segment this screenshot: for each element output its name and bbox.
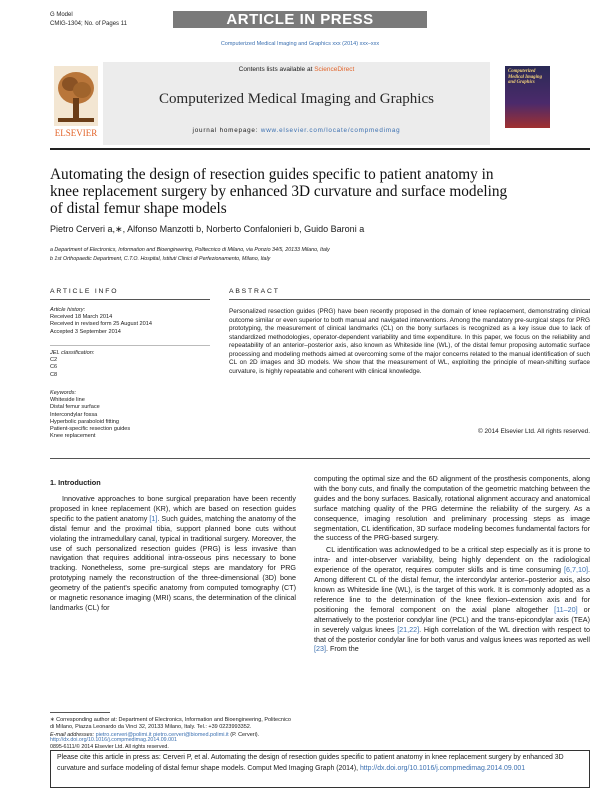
keyword: Patient-specific resection guides: [50, 426, 131, 433]
affiliation-a: a Department of Electronics, Information and Bioengineering, Politecnico di Milano, via Ponzio 34/5, 20133 Milano, Italy: [50, 247, 330, 253]
article-history: [50, 307, 152, 336]
info-rule: [50, 299, 210, 300]
journal-cover-thumbnail: Computerized Medical Imaging and Graphics: [505, 66, 550, 128]
citation-link[interactable]: [11–20]: [554, 604, 578, 614]
paragraph: [314, 545, 590, 654]
elsevier-wordmark: ELSEVIER: [54, 128, 98, 138]
author-list: Pietro Cerveri a,∗, Alfonso Manzotti b, Norberto Confalonieri b, Guido Baroni a: [50, 224, 365, 234]
article-title: Automating the design of resection guides specific to patient anatomy in knee replacement surgery by enhanced 3D curvature and surface modeling of distal femur shape models: [50, 166, 508, 217]
elsevier-tree-logo: [50, 64, 102, 144]
text-run: or alternatively to the posterior condylar line (PCL) and the trans-epicondylar axis (TEA) in severely valgus knees: [314, 604, 591, 634]
jel-code: C8: [50, 371, 58, 378]
keywords: [50, 390, 130, 440]
keywords-label: Keywords:: [50, 390, 77, 396]
model-label: G Model: [50, 12, 73, 18]
page-count: No. of Pages 11: [84, 21, 127, 27]
abstract-copyright: © 2014 Elsevier Ltd. All rights reserved.: [478, 428, 590, 435]
cite-this-article-box: [50, 750, 590, 788]
journal-name: Computerized Medical Imaging and Graphics: [159, 91, 434, 107]
article-in-press-banner: ARTICLE IN PRESS: [173, 11, 427, 28]
corresponding-author-note: ∗ Corresponding author at: Department of Electronics, Information and Bioengineering, Politecnico di Milano, Piazza Leonardo da Vinci 32, 20133 Milano, Italy. Tel.: +39 0223993352.: [50, 717, 291, 731]
text-run: Innovative approaches to bone surgical preparation have been recently proposed in knee replacement (KR), which are based on resection guides specific to the patient anatomy: [50, 494, 296, 523]
journal-citation-line[interactable]: Computerized Medical Imaging and Graphics xxx (2014) xxx–xxx: [220, 41, 380, 47]
affiliation-b: b 1st Orthopaedic Department, C.T.O. Hospital, Istituti Clinici di Perfezionamento, Milano, Italy: [50, 256, 271, 262]
email-link[interactable]: pietro.cerveri@polimi.it: [95, 731, 152, 738]
contents-lists-line: [103, 66, 490, 73]
jel-code: C6: [50, 364, 58, 371]
keyword: Whiteside line: [50, 397, 85, 404]
homepage-label: journal homepage:: [192, 127, 259, 134]
paragraph: computing the optimal size and the 6D alignment of the prosthesis components, along with the bony cuts, and finally the computation of the geometric matching between the guides and the bony surfaces. Basically, rotational alignment accuracy and anatomical surface matching quality of the PRG determine the reliability of the surgery. As a consequence, imaging resolution and preliminary processing steps as image segmentation, CL identification, 3D surface modeling becomes fundamental factors for the success of the PRG-based surgery.: [314, 474, 590, 543]
email-label: E-mail addresses:: [50, 731, 95, 738]
citation-link[interactable]: [21,22]: [397, 624, 420, 634]
journal-homepage: [103, 127, 490, 134]
issn-line: 0895-6111/© 2014 Elsevier Ltd. All rights reserved.: [50, 743, 169, 750]
journal-masthead: [50, 62, 550, 145]
received-date: Received 18 March 2014: [50, 314, 113, 321]
article-code: [50, 21, 127, 27]
keyword: Knee replacement: [50, 433, 96, 440]
doi-link[interactable]: http://dx.doi.org/10.1016/j.compmedimag.2014.09.001: [50, 737, 177, 743]
history-label: Article history:: [50, 307, 86, 313]
text-run: . From the: [326, 644, 359, 654]
abstract-rule: [229, 299, 590, 300]
text-run: . Among different CL of the distal femur, the intercondylar anterior–posterior axis, also known as Whiteside line (WL), is the target of this work. It is commonly adopted as a reference line to the determination of the knee flexion–extension axis and for positioning the femoral component on the axial plane altogether: [314, 565, 590, 614]
jel-code: C2: [50, 357, 58, 364]
doi-issn-block: [50, 737, 177, 750]
body-column-left: [50, 494, 296, 613]
info-divider: [50, 345, 210, 346]
citation-link[interactable]: [1]: [149, 513, 158, 523]
paragraph: [50, 494, 296, 613]
keyword: Intercondylar fossa: [50, 411, 98, 418]
text-run: . Such guides, matching the anatomy of the distal femur and the proximal tibia, support planned bone cuts without violating the intramedullary canal, typical in traditional surgery. Moreover, the use of such personalized resection guides (PRG) is less invasive than navigation that requires additional intra-osseous pins necessary to bone tracking. Nonetheless, some pre-surgical steps are mandatory for PRG prototyping namely the reconstruction of the three-dimensional (3D) bone geometry of the patient's specific anatomy from computed tomography (CT) or magnetic resonance imaging (MRI) scans, the determination of the clinical landmarks (CL) for: [50, 513, 297, 612]
email-owner: (P. Cerveri).: [230, 731, 260, 738]
footnote: [50, 717, 296, 739]
abstract-bottom-rule: [50, 458, 590, 459]
citation-link[interactable]: [23]: [314, 644, 326, 654]
article-code-id: CMIG-1304;: [50, 21, 83, 27]
accepted-date: Accepted 3 September 2014: [50, 328, 121, 335]
keyword: Hyperbolic paraboloid fitting: [50, 418, 120, 425]
section-heading-introduction: 1. Introduction: [50, 478, 101, 487]
email-link[interactable]: pietro.cerveri@biomed.polimi.it: [153, 731, 229, 738]
citation-link[interactable]: [6,7,10]: [564, 565, 588, 575]
homepage-url[interactable]: www.elsevier.com/locate/compmedimag: [260, 127, 401, 134]
sciencedirect-link[interactable]: ScienceDirect: [314, 66, 355, 73]
contents-prefix: Contents lists available at: [238, 66, 313, 73]
cite-doi-link[interactable]: http://dx.doi.org/10.1016/j.compmedimag.2014.09.001: [359, 764, 526, 772]
text-run: CL identification was acknowledged to be a critical step especially as it is prone to intra- and inter-observer variability, being highly dependent on the radiological experience of the operator, requires computer skills and is time consuming: [314, 545, 590, 575]
jel-label: JEL classification:: [50, 350, 95, 356]
abstract-text: Personalized resection guides (PRG) have been recently proposed in the domain of knee replacement, demonstrating clinical outcome similar or even superior to both manual and navigated interventions. Among the mandatory pre-surgical steps for PRG prototyping, the measurement of clinical landmarks (CL) on the bony surfaces is recognized as a key issue due to lack of standardized methodologies, operator-dependent variability and time expenditure. In this paper, we focus on the reliability and repeatability of an anterior–posterior axis, also known as Whiteside line (WL), of the distal femur proposing automatic surface processing and modeling methods aimed at overcoming some of the major concerns related to the manual identification of such CL on 2D images and 3D models. We show that the measurement of WL, exploiting the principle of mean-shifting surface curvature, is highly repeatable and coherent with clinical knowledge.: [229, 308, 590, 375]
cite-text: Please cite this article in press as: Cerveri P, et al. Automating the design of resection guides specific to patient anatomy in knee replacement surgery by enhanced 3D curvature and surface modeling of distal femur shape models. Comput Med Imaging Graph (2014),: [57, 754, 564, 772]
jel-classification: [50, 350, 94, 379]
masthead-rule: [50, 148, 590, 150]
footnote-rule: [50, 712, 110, 713]
article-info-heading: ARTICLE INFO: [50, 288, 119, 295]
abstract-heading: ABSTRACT: [229, 288, 280, 295]
body-column-right: [314, 474, 590, 654]
revised-date: Received in revised form 25 August 2014: [50, 321, 152, 328]
text-run: . High correlation of the WL direction with respect to that of the posterior condylar line for both varus and valgus knees was reported as well: [314, 624, 590, 644]
keyword: Distal femur surface: [50, 404, 100, 411]
